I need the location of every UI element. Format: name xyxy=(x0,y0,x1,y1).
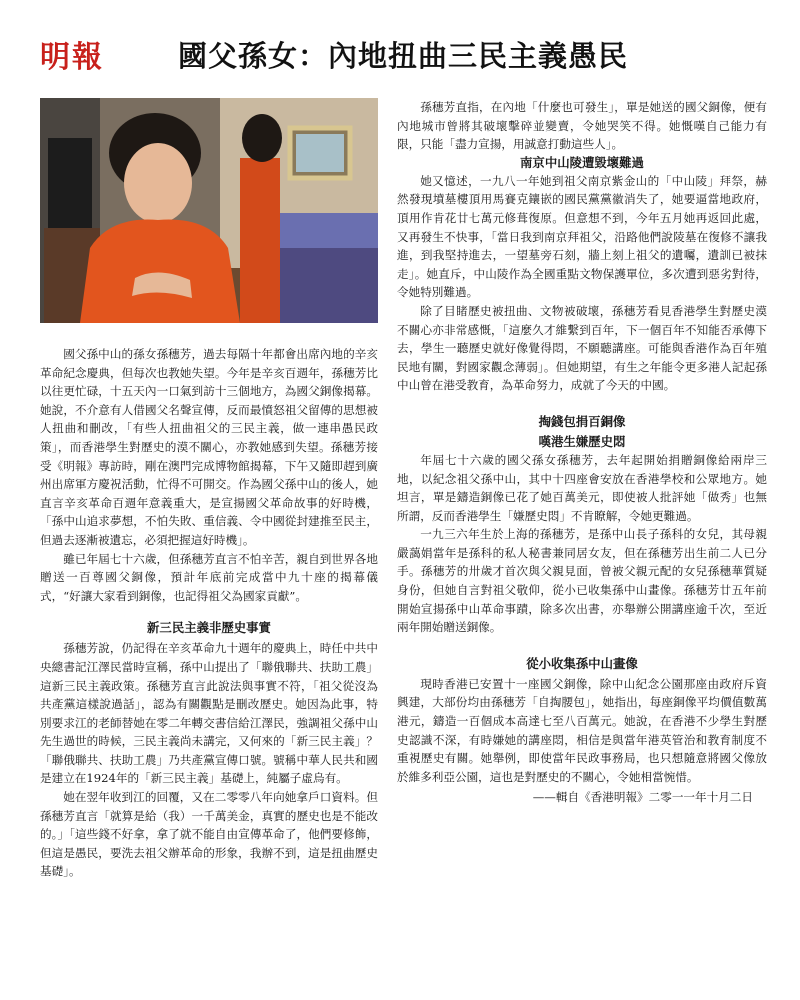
photo-illustration xyxy=(40,98,378,323)
source-byline: ——輯自《香港明報》二零一一年十月二日 xyxy=(532,790,753,805)
article-column-right xyxy=(397,98,767,807)
article-paragraph: 除了目睹歷史被扭曲、文物被破壞，孫穗芳看見香港學生對歷史漠不關心亦非常感慨，「這麼久才維繫到百年，下一個百年不知能否承傳下去，學生一聽歷史就好像覺得悶，不願聽講座。可能與香港作為百年殖民地有關，對國家觀念薄弱」。但她期望，有生之年能令更多港人記起孫中山曾在港受教育，為革命努力，成就了今天的中國。 xyxy=(397,303,767,393)
article-column-left xyxy=(40,345,378,881)
article-paragraph: 孫穗芳說，仍記得在辛亥革命九十週年的慶典上，時任中共中央總書記江澤民當時宣稱，孫中山提出了「聯俄聯共、扶助工農」這新三民主義政策。孫穗芳直言此說法與事實不符，「祖父從沒為共產黨這樣說過話」，認為有關觀點是刪改歷史。她因為此事，特別要求江的老師替她在零二年轉交書信給江澤民，強調祖父孫中山先生過世的時候，三民主義尚未講完，又何來的「新三民主義」？「聯俄聯共、扶助工農」乃共產黨宣傳口號。號稱中華人民共和國是建立在1924年的「新三民主義」基礎上，純屬子虛烏有。 xyxy=(40,641,378,786)
section-heading: 新三民主義非歷史事實 xyxy=(147,620,271,636)
article-paragraph: 她在翌年收到江的回覆，又在二零零八年向她拿戶口資料。但孫穗芳直言「就算是給（我）一千萬美金，真實的歷史也是不能改的。」「這些錢不好拿，拿了就不能自由宣傳革命了，他們要修飾，但這是愚民，要洗去祖父辦革命的形象，我辦不到，這是扭曲歷史基礎」。 xyxy=(40,790,378,879)
article-paragraph: 雖已年屆七十六歲，但孫穗芳直言不怕辛苦，親自到世界各地贈送一百尊國父銅像，預計年底前完成當中九十座的揭幕儀式，“好讓大家看到銅像，也記得祖父為國家貢獻”。 xyxy=(40,551,378,603)
article-paragraph: 國父孫中山的孫女孫穗芳，過去每隔十年都會出席內地的辛亥革命紀念慶典，但每次也教她失望。今年是辛亥百週年，孫穗芳比以往更忙碌，十五天內一口氣到訪十三個地方，為國父銅像揭幕。她說，不介意有人借國父名聲宣傳，反而最憤怒祖父留傳的思想被人扭曲和刪改，「有些人扭曲祖父的三民主義，做一連串愚民政策」，而香港學生對歷史的漠不關心，亦教她感到失望。孫穗芳接受《明報》專訪時，剛在澳門完成博物館揭幕，下午又隨即趕到廣州出席軍方慶祝活動，忙得不可開交。作為國父孫中山的後人，她直言辛亥革命百週年意義重大，是宣揚國父革命故事的好時機，「孫中山追求夢想，不怕失敗、重信義、令中國從封建推至民主，但過去逐漸被遺忘，必須把握這好時機」。 xyxy=(40,347,378,547)
section-heading: 從小收集孫中山畫像 xyxy=(526,655,638,671)
article-paragraph: 孫穗芳直指，在內地「什麼也可發生」，單是她送的國父銅像，便有內地城市曾將其破壞擊碎並變賣，令她哭笑不得。她慨嘆自己能力有限，只能「盡力宣揚，用誠意打動這些人」。 xyxy=(397,100,767,152)
article-paragraph: 年屆七十六歲的國父孫女孫穗芳，去年起開始捐贈銅像給兩岸三地，以紀念祖父孫中山，其中十四座會安放在香港學校和公眾地方。她坦言，單是鑄造銅像已花了她百萬美元，即使被人批評她「做秀」也無所謂，反而香港學生「嫌歷史悶」不肯瞭解，令她更難過。 xyxy=(397,452,767,523)
section-heading: 掏錢包捐百銅像 xyxy=(538,413,626,429)
article-photo xyxy=(40,98,378,323)
masthead-logo: 明報 xyxy=(40,40,104,75)
headline: 國父孫女：內地扭曲三民主義愚民 xyxy=(178,39,629,73)
section-heading: 南京中山陵遭毀壞難過 xyxy=(520,154,644,170)
article-paragraph: 現時香港已安置十一座國父銅像，除中山紀念公園那座由政府斥資興建，大部份均由孫穗芳「自掏腰包」，她指出，每座銅像平均價值數萬港元，鑄造一百個成本高達七至八百萬元。她說，在香港不少學生對歷史認識不深，有時嫌她的講座悶，相信是與當年港英管治和教育制度不重視歷史有關。她舉例，即使當年民政事務局，也只想隨意將國父像放於維多利亞公園，這也是對歷史的不關心，令她相當惋惜。 xyxy=(397,676,767,784)
section-heading: 嘆港生嫌歷史悶 xyxy=(538,433,626,449)
article-paragraph: 一九三六年生於上海的孫穗芳，是孫中山長子孫科的女兒，其母親嚴藹娟當年是孫科的私人秘書兼同居女友，但在孫穗芳出生前二人已分手。孫穗芳的卅歲才首次與父親見面，曾被父親元配的女兒孫穗華質疑身份，但她自言對祖父敬仰，從小已收集孫中山畫像。孫穗芳廿五年前開始宣揚孫中山革命事蹟，除多次出書，亦舉辦公開講座逾千次，至近兩年開始贈送銅像。 xyxy=(397,527,767,635)
article-paragraph: 她又憶述，一九八一年她到祖父南京紫金山的「中山陵」拜祭，赫然發現墳墓樓頂用馬賽克鑲嵌的國民黨黨徽消失了，她要逼當地政府，頂用作肯花廿七萬元修葺復原。但意想不到，今年五月她再返回此處，又再發生不快事，「當日我到南京拜祖父，沿路他們說陵墓在復修不讓我進，到我堅持進去，一望墓旁石刻，牆上刻上祖父的遺囑，遺訓已被抹走」。她直斥，中山陵作為全國重點文物保護單位，多次遭到惡劣對待，令她特別難過。 xyxy=(397,173,767,300)
